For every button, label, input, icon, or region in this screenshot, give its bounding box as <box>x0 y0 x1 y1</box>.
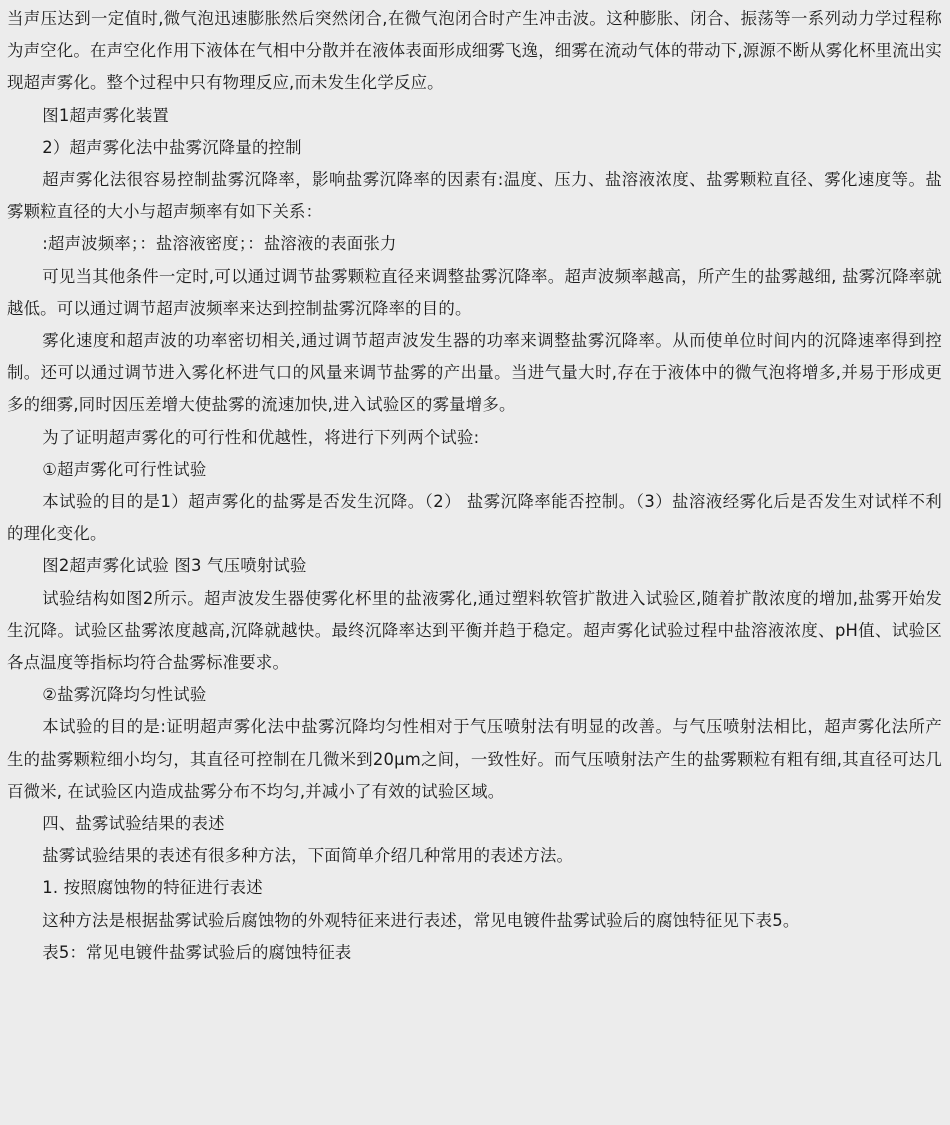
section-heading: 四、盐雾试验结果的表述 <box>42 814 225 834</box>
paragraph: 雾化速度和超声波的功率密切相关,通过调节超声波发生器的功率来调整盐雾沉降率。从而使单位时间内的沉降速率得到控制。还可以通过调节进入雾化杯进气口的风量来调节盐雾的产出量。当进气量大时,存在于液体中的微气泡将增多,并易于形成更多的细雾,同时因压差增大使盐雾的流速加快,进入试验区的雾量增多。 <box>7 331 942 415</box>
section-heading: ②盐雾沉降均匀性试验 <box>42 685 207 705</box>
section-heading: 2）超声雾化法中盐雾沉降量的控制 <box>42 137 302 157</box>
paragraph: 本试验的目的是1）超声雾化的盐雾是否发生沉降。（2） 盐雾沉降率能否控制。（3）盐溶液经雾化后是否发生对试样不利的理化变化。 <box>7 492 942 544</box>
paragraph: 当声压达到一定值时,微气泡迅速膨胀然后突然闭合,在微气泡闭合时产生冲击波。这种膨胀、闭合、振荡等一系列动力学过程称为声空化。在声空化作用下液体在气相中分散并在液体表面形成细雾飞逸，细雾在流动气体的带动下,源源不断从雾化杯里流出实现超声雾化。整个过程中只有物理反应,而未发生化学反应。 <box>7 9 942 93</box>
paragraph: 这种方法是根据盐雾试验后腐蚀物的外观特征来进行表述，常见电镀件盐雾试验后的腐蚀特征见下表5。 <box>42 910 800 930</box>
section-heading: ①超声雾化可行性试验 <box>42 459 207 479</box>
paragraph: 盐雾试验结果的表述有很多种方法，下面简单介绍几种常用的表述方法。 <box>42 846 574 866</box>
paragraph: 试验结构如图2所示。超声波发生器使雾化杯里的盐液雾化,通过塑料软管扩散进入试验区,随着扩散浓度的增加,盐雾开始发生沉降。试验区盐雾浓度越高,沉降就越快。最终沉降率达到平衡并趋于稳定。超声雾化试验过程中盐溶液浓度、pH值、试验区各点温度等指标均符合盐雾标准要求。 <box>7 588 942 673</box>
paragraph: 可见当其他条件一定时,可以通过调节盐雾颗粒直径来调整盐雾沉降率。超声波频率越高，所产生的盐雾越细, 盐雾沉降率就越低。可以通过调节超声波频率来达到控制盐雾沉降率的目的。 <box>7 266 942 318</box>
paragraph: 为了证明超声雾化的可行性和优越性，将进行下列两个试验: <box>42 427 480 447</box>
section-heading: 1. 按照腐蚀物的特征进行表述 <box>42 878 263 898</box>
figure-caption: 图1超声雾化装置 <box>42 105 170 125</box>
formula-legend: :超声波频率；：盐溶液密度；：盐溶液的表面张力 <box>42 234 397 254</box>
paragraph: 本试验的目的是:证明超声雾化法中盐雾沉降均匀性相对于气压喷射法有明显的改善。与气压喷射法相比，超声雾化法所产生的盐雾颗粒细小均匀，其直径可控制在几微米到20μm之间，一致性好。而气压喷射法产生的盐雾颗粒有粗有细,其直径可达几百微米, 在试验区内造成盐雾分布不均匀,并减小了有效的试验区域。 <box>7 717 942 801</box>
table-caption: 表5：常见电镀件盐雾试验后的腐蚀特征表 <box>42 942 352 962</box>
paragraph: 超声雾化法很容易控制盐雾沉降率，影响盐雾沉降率的因素有:温度、压力、盐溶液浓度、盐雾颗粒直径、雾化速度等。盐雾颗粒直径的大小与超声频率有如下关系： <box>7 170 942 222</box>
figure-caption: 图2超声雾化试验 图3 气压喷射试验 <box>42 556 307 576</box>
